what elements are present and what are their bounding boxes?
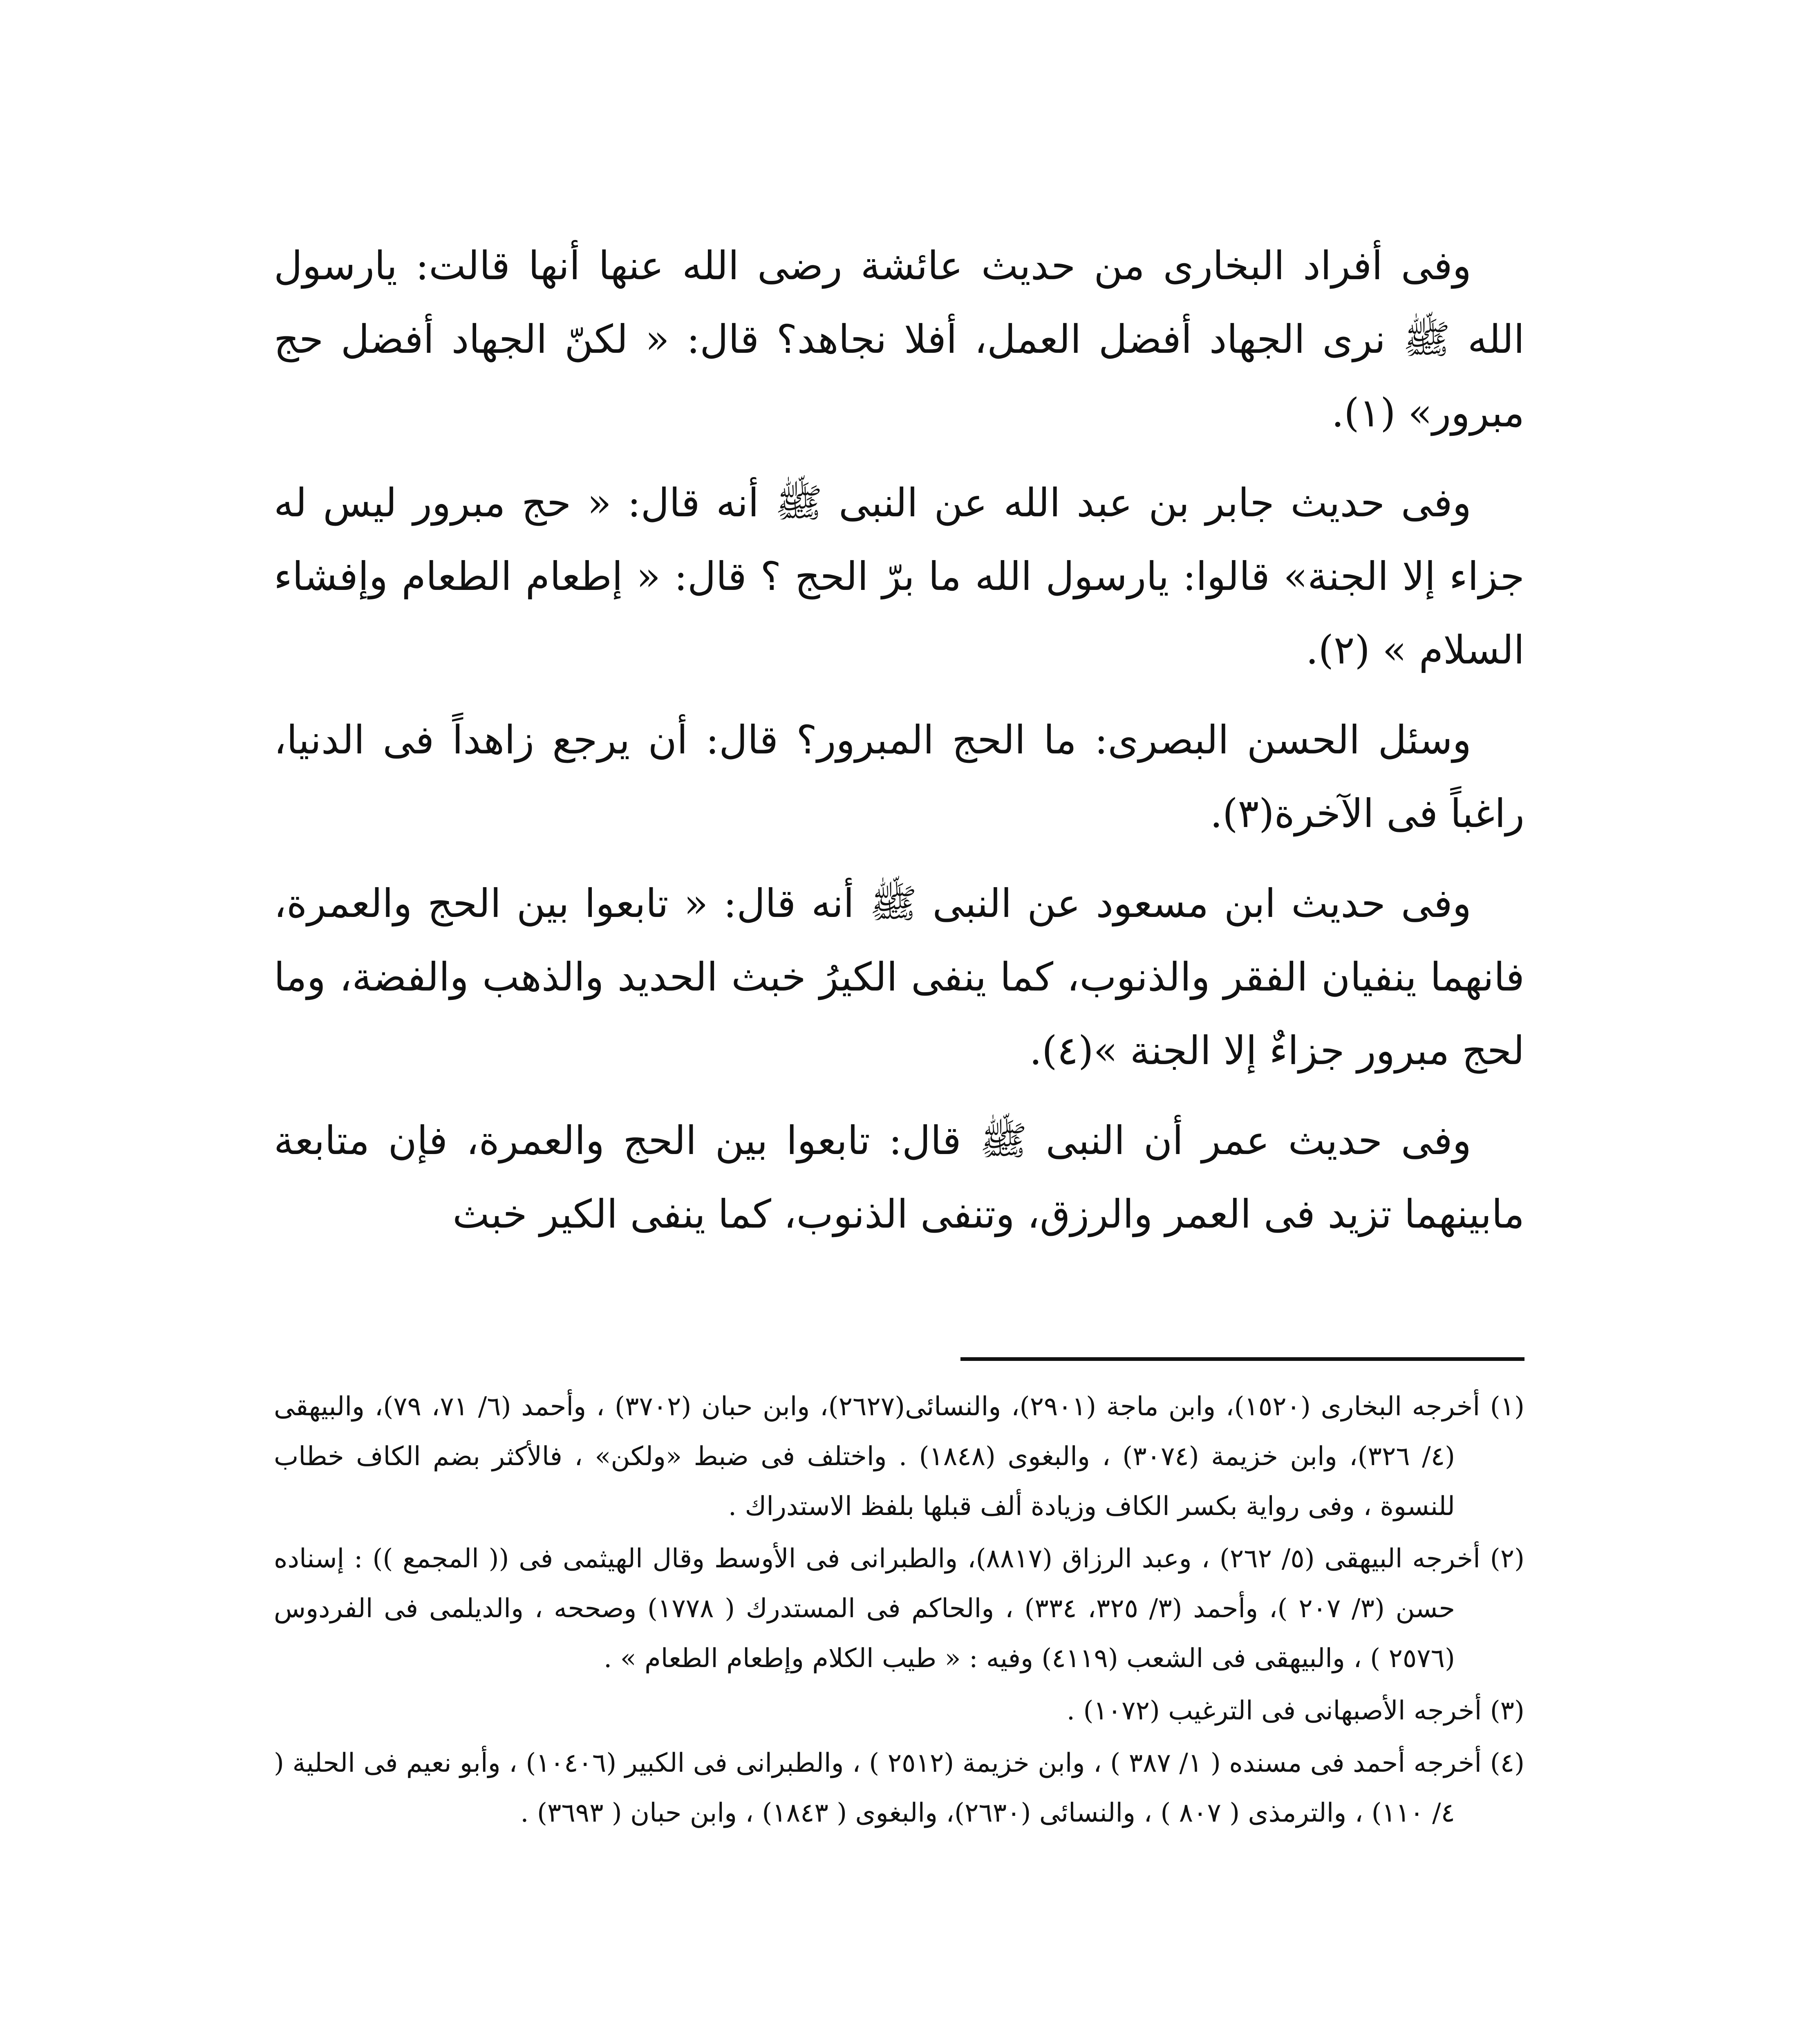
footnote-divider (960, 1357, 1524, 1361)
paragraph-hasan-basri: وسئل الحسن البصرى: ما الحج المبرور؟ قال: أن يرجع زاهداً فى الدنيا، راغباً فى الآخرة(٣). (274, 717, 1524, 836)
paragraph-jabir-hadith: وفى حديث جابر بن عبد الله عن النبى ﷺ أنه قال: « حج مبرور ليس له جزاء إلا الجنة» قالوا: يارسول الله ما برّ الحج ؟ قال: « إطعام الطعام وإفشاء السلام » (٢). (274, 480, 1524, 673)
footnote-4: (٤) أخرجه أحمد فى مسنده ( ١/ ٣٨٧ ) ، وابن خزيمة (٢٥١٢ ) ، والطبرانى فى الكبير (١٠٤٠٦) ، وأبو نعيم فى الحلية ( ٤/ ١١٠) ، والترمذى ( ٨٠٧ ) ، والنسائى (٢٦٣٠)، والبغوى ( ١٨٤٣) ، وابن حبان ( ٣٦٩٣) . (274, 1748, 1525, 1828)
main-text (274, 229, 1524, 1267)
footnotes (274, 1382, 1524, 1840)
footnote-3: (٣) أخرجه الأصبهانى فى الترغيب (١٠٧٢) . (1066, 1696, 1524, 1726)
paragraph-umar-hadith: وفى حديث عمر أن النبى ﷺ قال: تابعوا بين الحج والعمرة، فإن متابعة مابينهما تزيد فى العمر والرزق، وتنفى الذنوب، كما ينفى الكير خبث (274, 1118, 1524, 1237)
footnote-1: (١) أخرجه البخارى (١٥٢٠)، وابن ماجة (٢٩٠١)، والنسائى(٢٦٢٧)، وابن حبان (٣٧٠٢) ، وأحمد (٦/ ٧١، ٧٩)، والبيهقى (٤/ ٣٢٦)، وابن خزيمة (٣٠٧٤) ، والبغوى (١٨٤٨) . واختلف فى ضبط «ولكن» ، فالأكثر بضم الكاف خطاب للنسوة ، وفى رواية بكسر الكاف وزيادة ألف قبلها بلفظ الاستدراك . (274, 1392, 1525, 1522)
paragraph-aisha-hadith: وفى أفراد البخارى من حديث عائشة رضى الله عنها أنها قالت: يارسول الله ﷺ نرى الجهاد أفضل العمل، أفلا نجاهد؟ قال: « لكنّ الجهاد أفضل حج مبرور» (١). (274, 243, 1525, 436)
paragraph-ibn-masud-hadith: وفى حديث ابن مسعود عن النبى ﷺ أنه قال: « تابعوا بين الحج والعمرة، فانهما ينفيان الفقر والذنوب، كما ينفى الكيرُ خبث الحديد والذهب والفضة، وما لحج مبرور جزاءٌ إلا الجنة »(٤). (274, 881, 1524, 1074)
footnote-2: (٢) أخرجه البيهقى (٥/ ٢٦٢) ، وعبد الرزاق (٨٨١٧)، والطبرانى فى الأوسط وقال الهيثمى فى (( المجمع )) : إسناده حسن (٣/ ٢٠٧ )، وأحمد (٣/ ٣٢٥، ٣٣٤) ، والحاكم فى المستدرك ( ١٧٧٨) وصححه ، والديلمى فى الفردوس (٢٥٧٦ ) ، والبيهقى فى الشعب (٤١١٩) وفيه : « طيب الكلام وإطعام الطعام » . (274, 1544, 1525, 1674)
